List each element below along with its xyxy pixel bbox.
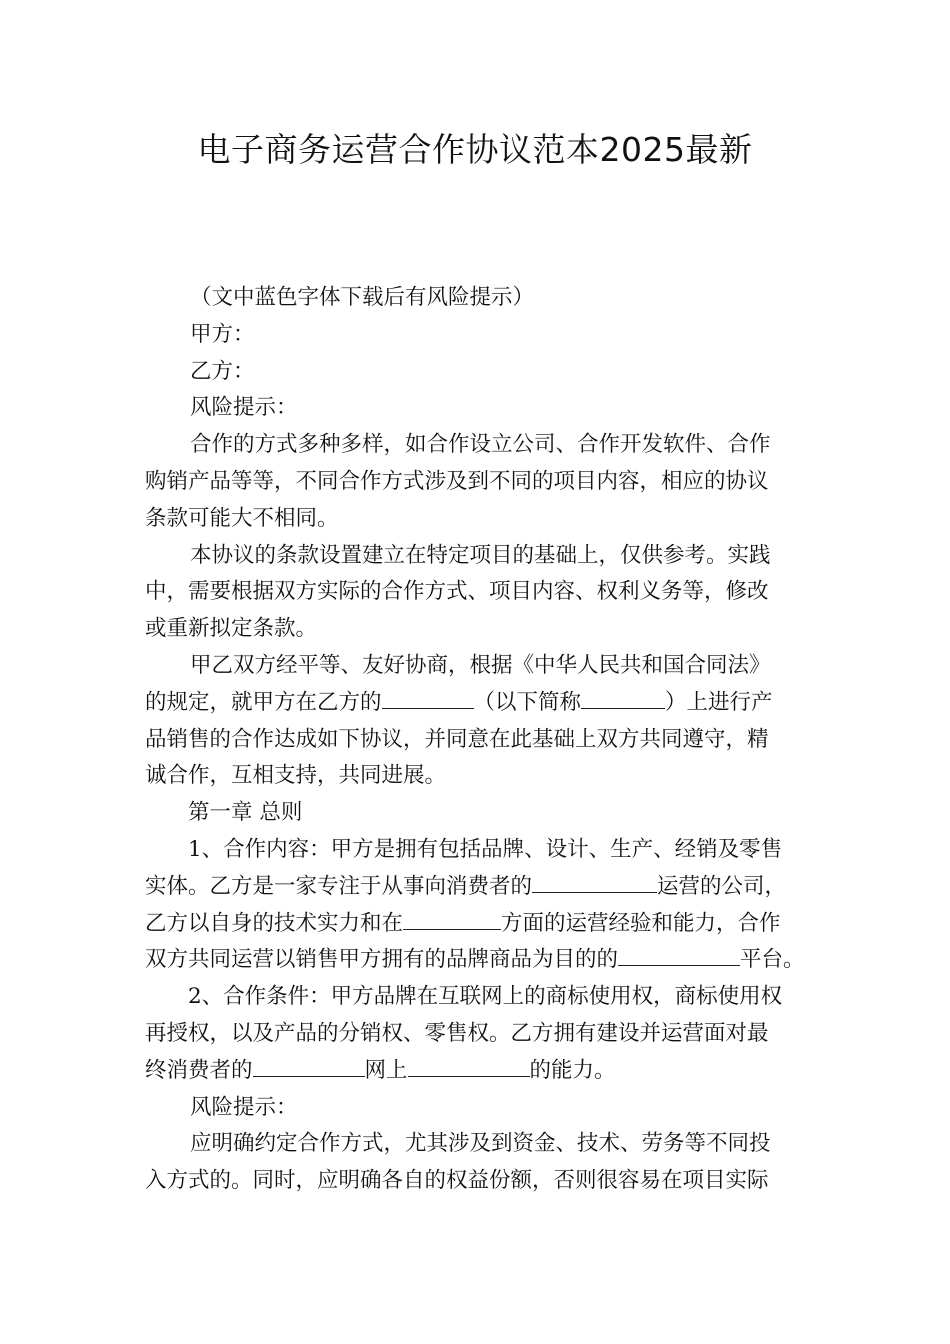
paragraph-line: 甲乙双方经平等、友好协商，根据《中华人民共和国合同法》 bbox=[190, 652, 771, 678]
risk-heading: 风险提示： bbox=[190, 395, 298, 421]
fill-in-blank[interactable] bbox=[382, 687, 474, 708]
text-segment: 的能力。 bbox=[529, 1057, 616, 1083]
text-segment: （以下简称 bbox=[473, 689, 582, 715]
text-segment: 方面的运营经验和能力，合作 bbox=[501, 910, 781, 936]
paragraph-line: 诚合作，互相支持，共同进展。 bbox=[145, 763, 447, 789]
text-segment: 的规定，就甲方在乙方的 bbox=[145, 689, 382, 715]
paragraph-line: 中，需要根据双方实际的合作方式、项目内容、权利义务等，修改 bbox=[145, 579, 769, 605]
paragraph-line: 品销售的合作达成如下协议，并同意在此基础上双方共同遵守，精 bbox=[145, 726, 769, 752]
paragraph-line: 1、合作内容：甲方是拥有包括品牌、设计、生产、经销及零售 bbox=[188, 836, 783, 862]
paragraph-line: 入方式的。同时，应明确各自的权益份额，否则很容易在项目实际 bbox=[145, 1168, 769, 1194]
paragraph-line bbox=[145, 869, 825, 906]
text-segment: 平台。 bbox=[740, 947, 805, 973]
fill-in-blank[interactable] bbox=[403, 908, 501, 929]
paragraph-line: 条款可能大不相同。 bbox=[145, 505, 339, 531]
text-segment: 终消费者的 bbox=[145, 1057, 253, 1083]
text-segment: 运营的公司， bbox=[657, 873, 787, 899]
text-segment: ）上进行产 bbox=[665, 689, 773, 715]
paragraph-line bbox=[145, 906, 825, 943]
text-segment: 网上 bbox=[364, 1057, 408, 1083]
paragraph-line: 合作的方式多种多样，如合作设立公司、合作开发软件、合作 bbox=[190, 432, 771, 458]
paragraph-line: 2、合作条件：甲方品牌在互联网上的商标使用权，商标使用权 bbox=[188, 984, 783, 1010]
risk-heading: 风险提示： bbox=[190, 1094, 298, 1120]
paragraph-line: 或重新拟定条款。 bbox=[145, 616, 318, 642]
chapter-heading: 第一章 总则 bbox=[188, 800, 303, 826]
text-segment: 实体。乙方是一家专注于从事向消费者的 bbox=[145, 873, 533, 899]
fill-in-blank[interactable] bbox=[253, 1055, 365, 1076]
document-title: 电子商务运营合作协议范本2025最新 bbox=[197, 130, 753, 169]
paragraph-line: 应明确约定合作方式，尤其涉及到资金、技术、劳务等不同投 bbox=[190, 1131, 771, 1157]
party-a-line: 甲方： bbox=[190, 321, 255, 347]
fill-in-blank[interactable] bbox=[581, 687, 665, 708]
document-body bbox=[145, 280, 825, 1200]
paragraph-line: 购销产品等等，不同合作方式涉及到不同的项目内容，相应的协议 bbox=[145, 468, 769, 494]
party-b-line: 乙方： bbox=[190, 358, 255, 384]
fill-in-blank[interactable] bbox=[618, 945, 740, 966]
risk-note-line: （文中蓝色字体下载后有风险提示） bbox=[190, 285, 535, 310]
paragraph-line: 本协议的条款设置建立在特定项目的基础上，仅供参考。实践 bbox=[190, 542, 771, 568]
paragraph-line bbox=[145, 685, 825, 722]
paragraph-line: 再授权，以及产品的分销权、零售权。乙方拥有建设并运营面对最 bbox=[145, 1020, 769, 1046]
fill-in-blank[interactable] bbox=[408, 1055, 530, 1076]
paragraph-line bbox=[145, 942, 825, 979]
paragraph-line bbox=[145, 1053, 825, 1090]
fill-in-blank[interactable] bbox=[532, 871, 657, 892]
text-segment: 双方共同运营以销售甲方拥有的品牌商品为目的的 bbox=[145, 947, 619, 973]
text-segment: 乙方以自身的技术实力和在 bbox=[145, 910, 404, 936]
